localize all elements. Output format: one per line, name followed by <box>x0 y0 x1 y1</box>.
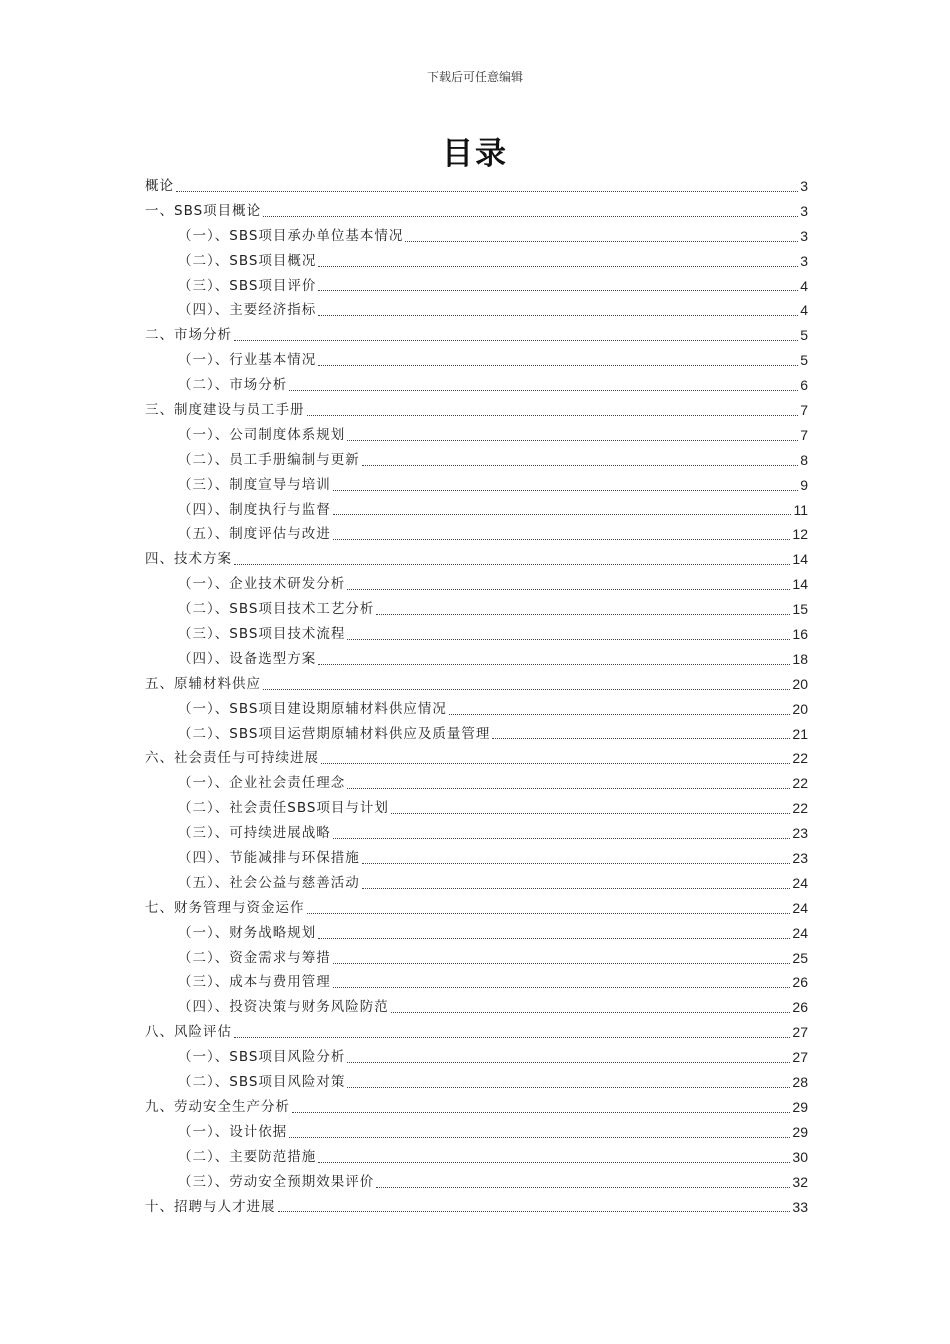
toc-entry-label: 九、劳动安全生产分析 <box>145 1098 290 1115</box>
dot-leader <box>347 788 790 789</box>
toc-entry[interactable] <box>145 746 808 771</box>
toc-entry-label: （一）、企业社会责任理念 <box>178 775 346 792</box>
dot-leader <box>492 738 790 739</box>
dot-leader <box>449 714 791 715</box>
toc-entry-page: 4 <box>800 302 808 319</box>
dot-leader <box>333 838 791 839</box>
toc-entry-page: 3 <box>800 177 808 194</box>
toc-entry-page: 25 <box>792 949 808 966</box>
toc-entry[interactable] <box>145 1145 808 1170</box>
toc-entry-page: 3 <box>800 252 808 269</box>
toc-entry-page: 33 <box>792 1198 808 1215</box>
dot-leader <box>333 987 791 988</box>
toc-entry-label: （五）、制度评估与改进 <box>178 526 331 543</box>
toc-entry[interactable] <box>145 249 808 274</box>
dot-leader <box>321 763 790 764</box>
header-note: 下载后可任意编辑 <box>426 70 523 84</box>
toc-entry-label: （四）、主要经济指标 <box>178 302 317 319</box>
dot-leader <box>347 589 790 590</box>
dot-leader <box>362 465 798 466</box>
toc-entry-label: （二）、SBS项目技术工艺分析 <box>178 601 375 618</box>
toc-entry[interactable] <box>145 697 808 722</box>
toc-entry-page: 5 <box>800 352 808 369</box>
toc-entry-label: （四）、投资决策与财务风险防范 <box>178 999 389 1016</box>
toc-entry[interactable] <box>145 821 808 846</box>
toc-entry-page: 29 <box>792 1098 808 1115</box>
toc-entry-page: 24 <box>792 924 808 941</box>
toc-entry-label: （三）、可持续进展战略 <box>178 825 331 842</box>
toc-entry-page: 20 <box>792 700 808 717</box>
dot-leader <box>333 963 791 964</box>
toc-entry-label: （二）、SBS项目概况 <box>178 252 317 269</box>
dot-leader <box>289 1137 790 1138</box>
toc-entry-page: 30 <box>792 1148 808 1165</box>
toc-entry-label: （二）、主要防范措施 <box>178 1148 317 1165</box>
toc-entry-label: （一）、设计依据 <box>178 1123 288 1140</box>
toc-entry-page: 21 <box>792 725 808 742</box>
dot-leader <box>318 938 790 939</box>
toc-entry-label: （四）、制度执行与监督 <box>178 501 331 518</box>
toc-entry-label: （三）、SBS项目评价 <box>178 277 317 294</box>
toc-entry[interactable] <box>145 448 808 473</box>
dot-leader <box>318 664 790 665</box>
dot-leader <box>234 340 798 341</box>
dot-leader <box>333 539 791 540</box>
toc-entry-page: 28 <box>792 1074 808 1091</box>
dot-leader <box>278 1211 791 1212</box>
toc-entry-label: 六、社会责任与可持续进展 <box>145 750 319 767</box>
toc-entry-page: 23 <box>792 850 808 867</box>
toc-entry[interactable] <box>145 224 808 249</box>
dot-leader <box>362 888 791 889</box>
dot-leader <box>234 564 790 565</box>
toc-entry-label: 一、SBS项目概论 <box>145 202 262 219</box>
toc-entry[interactable] <box>145 298 808 323</box>
toc-entry[interactable] <box>145 622 808 647</box>
toc-entry[interactable] <box>145 971 808 996</box>
toc-entry[interactable] <box>145 547 808 572</box>
toc-entry[interactable] <box>145 398 808 423</box>
toc-entry-page: 5 <box>800 327 808 344</box>
toc-entry[interactable] <box>145 174 808 199</box>
dot-leader <box>289 390 798 391</box>
toc-entry-label: （一）、财务战略规划 <box>178 924 317 941</box>
toc-entry-label: （一）、SBS项目建设期原辅材料供应情况 <box>178 700 447 717</box>
toc-entry-label: （二）、SBS项目风险对策 <box>178 1074 346 1091</box>
toc-entry-page: 27 <box>792 1049 808 1066</box>
toc-entry[interactable] <box>145 1020 808 1045</box>
toc-entry-page: 8 <box>800 451 808 468</box>
toc-entry-page: 22 <box>792 800 808 817</box>
toc-entry-page: 32 <box>792 1173 808 1190</box>
toc-entry[interactable] <box>145 896 808 921</box>
toc-entry-label: （三）、劳动安全预期效果评价 <box>178 1173 375 1190</box>
toc-entry-page: 7 <box>800 426 808 443</box>
toc-entry-page: 23 <box>792 825 808 842</box>
toc-entry-page: 29 <box>792 1123 808 1140</box>
toc-entry-label: （一）、SBS项目风险分析 <box>178 1049 346 1066</box>
toc-entry-label: 八、风险评估 <box>145 1024 232 1041</box>
toc-entry-page: 7 <box>800 402 808 418</box>
toc-entry-label: （一）、公司制度体系规划 <box>178 426 346 443</box>
dot-leader <box>318 266 798 267</box>
dot-leader <box>234 1037 790 1038</box>
toc-entry-page: 26 <box>792 999 808 1016</box>
dot-leader <box>347 440 798 441</box>
toc-entry-label: （一）、SBS项目承办单位基本情况 <box>178 227 404 244</box>
toc-entry[interactable] <box>145 522 808 547</box>
toc-entry-page: 22 <box>792 750 808 767</box>
dot-leader <box>347 639 790 640</box>
dot-leader <box>333 490 798 491</box>
toc-entry-label: 十、招聘与人才进展 <box>145 1198 276 1215</box>
dot-leader <box>391 1012 791 1013</box>
toc-entry-page: 20 <box>792 675 808 692</box>
toc-entry-page: 3 <box>800 202 808 219</box>
toc-entry[interactable] <box>145 871 808 896</box>
toc-entry[interactable] <box>145 274 808 299</box>
toc-entry[interactable] <box>145 373 808 398</box>
toc-entry[interactable] <box>145 771 808 796</box>
toc-entry[interactable] <box>145 572 808 597</box>
toc-entry-label: 七、财务管理与资金运作 <box>145 899 305 916</box>
toc-entry[interactable] <box>145 423 808 448</box>
toc-entry-page: 14 <box>792 551 808 568</box>
dot-leader <box>176 191 798 192</box>
toc-entry[interactable] <box>145 946 808 971</box>
dot-leader <box>263 216 798 217</box>
toc-entry-page: 4 <box>800 277 808 294</box>
toc-entry-page: 15 <box>792 601 808 618</box>
toc-entry[interactable] <box>145 722 808 747</box>
toc-entry-label: 五、原辅材料供应 <box>145 675 261 692</box>
toc-entry-page: 27 <box>792 1024 808 1041</box>
toc-entry-label: 二、市场分析 <box>145 327 232 344</box>
dot-leader <box>347 1062 790 1063</box>
toc-entry-label: 概论 <box>145 177 174 194</box>
toc-entry-page: 24 <box>792 899 808 916</box>
toc-entry[interactable] <box>145 995 808 1020</box>
toc-entry-page: 16 <box>792 626 808 643</box>
toc-entry-page: 18 <box>792 650 808 667</box>
dot-leader <box>307 913 791 914</box>
toc-entry-label: （一）、行业基本情况 <box>178 352 317 369</box>
dot-leader <box>318 1162 790 1163</box>
toc-entry-page: 14 <box>792 576 808 593</box>
toc-entry-page: 24 <box>792 874 808 891</box>
toc-entry[interactable] <box>145 473 808 498</box>
toc-entry-label: （二）、社会责任SBS项目与计划 <box>178 800 389 817</box>
toc-entry[interactable] <box>145 672 808 697</box>
toc-entry[interactable] <box>145 597 808 622</box>
toc-entry-label: （二）、员工手册编制与更新 <box>178 451 360 468</box>
toc-entry-label: （五）、社会公益与慈善活动 <box>178 874 360 891</box>
toc-entry-page: 12 <box>792 526 808 543</box>
dot-leader <box>376 1187 790 1188</box>
toc-title: 目录 <box>442 136 508 172</box>
toc-entry[interactable] <box>145 1045 808 1070</box>
dot-leader <box>263 689 790 690</box>
toc-entry-label: （四）、节能减排与环保措施 <box>178 850 360 867</box>
table-of-contents <box>145 174 808 1219</box>
toc-entry[interactable] <box>145 647 808 672</box>
dot-leader <box>376 614 790 615</box>
dot-leader <box>391 813 791 814</box>
toc-entry-label: 三、制度建设与员工手册 <box>145 402 305 418</box>
dot-leader <box>333 514 792 515</box>
dot-leader <box>307 415 799 416</box>
toc-entry-page: 26 <box>792 974 808 991</box>
toc-entry[interactable] <box>145 846 808 871</box>
dot-leader <box>318 315 798 316</box>
toc-entry[interactable] <box>145 1170 808 1195</box>
toc-entry[interactable] <box>145 323 808 348</box>
toc-entry-page: 6 <box>800 377 808 394</box>
toc-entry-page: 22 <box>792 775 808 792</box>
toc-entry[interactable] <box>145 796 808 821</box>
toc-entry[interactable] <box>145 498 808 523</box>
toc-entry[interactable] <box>145 1095 808 1120</box>
toc-entry-label: （二）、市场分析 <box>178 377 288 394</box>
toc-entry[interactable] <box>145 1070 808 1095</box>
toc-entry-label: （二）、资金需求与筹措 <box>178 949 331 966</box>
dot-leader <box>405 241 798 242</box>
dot-leader <box>318 365 798 366</box>
toc-entry[interactable] <box>145 1195 808 1220</box>
dot-leader <box>292 1112 790 1113</box>
dot-leader <box>347 1087 790 1088</box>
toc-entry[interactable] <box>145 348 808 373</box>
toc-entry[interactable] <box>145 1120 808 1145</box>
toc-entry-label: （四）、设备选型方案 <box>178 650 317 667</box>
toc-entry-label: （三）、制度宣导与培训 <box>178 476 331 493</box>
toc-entry-label: （三）、SBS项目技术流程 <box>178 626 346 643</box>
toc-entry-page: 11 <box>793 501 808 518</box>
toc-entry[interactable] <box>145 199 808 224</box>
toc-entry-page: 3 <box>800 227 808 244</box>
toc-entry-label: （一）、企业技术研发分析 <box>178 576 346 593</box>
toc-entry-label: （二）、SBS项目运营期原辅材料供应及质量管理 <box>178 725 491 742</box>
dot-leader <box>362 863 791 864</box>
toc-entry[interactable] <box>145 921 808 946</box>
dot-leader <box>318 290 798 291</box>
toc-entry-label: 四、技术方案 <box>145 551 232 568</box>
toc-entry-page: 9 <box>800 476 808 493</box>
toc-entry-label: （三）、成本与费用管理 <box>178 974 331 991</box>
